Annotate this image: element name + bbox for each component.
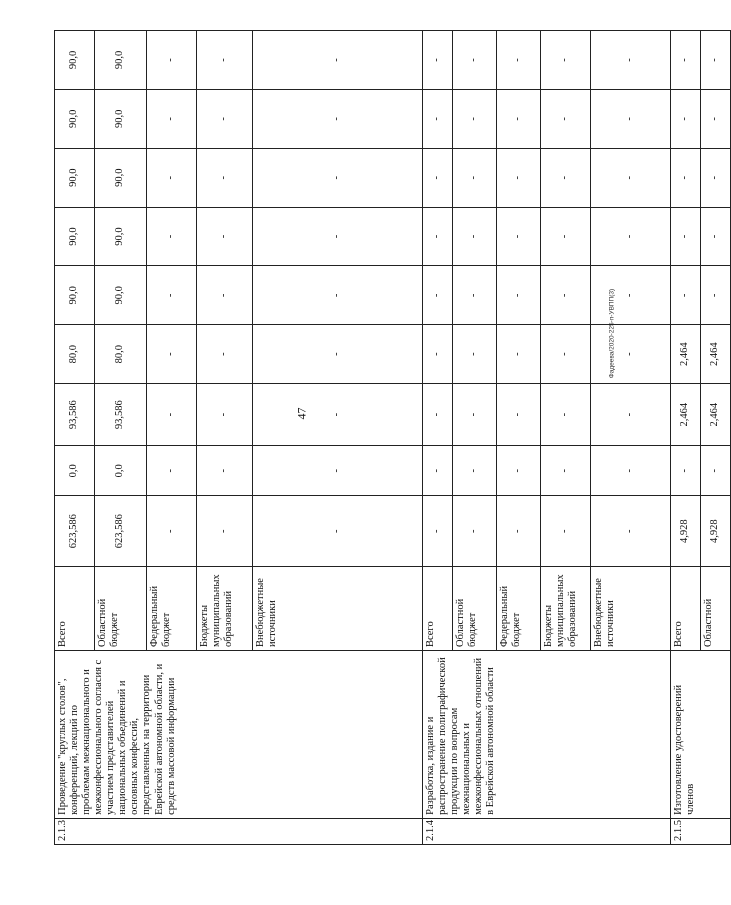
amount-cell: 80,0: [95, 325, 147, 384]
amount-cell: -: [197, 446, 253, 496]
amount-cell: -: [541, 446, 591, 496]
amount-cell: 90,0: [95, 31, 147, 90]
amount-cell: -: [253, 446, 423, 496]
item-name: Изготовление удостоверений членов: [671, 651, 731, 819]
amount-cell: 90,0: [55, 266, 95, 325]
amount-cell: -: [423, 496, 453, 567]
item-name: Проведение "круглых столов", конференций, лекций по проблемам межнационального и межконфессионального согласия с участием представителей национальных объединений и основных конфессий, представленных на территории Еврейской автономной области, и средств массовой информации: [55, 651, 423, 819]
amount-cell: -: [147, 207, 197, 266]
amount-cell: -: [497, 89, 541, 148]
amount-cell: -: [541, 496, 591, 567]
funding-source: Областной бюджет: [95, 567, 147, 651]
amount-cell: -: [591, 31, 671, 90]
funding-source: Областной: [701, 567, 731, 651]
funding-source: Областной бюджет: [453, 567, 497, 651]
amount-cell: -: [253, 496, 423, 567]
amount-cell: -: [147, 266, 197, 325]
amount-cell: -: [197, 325, 253, 384]
amount-cell: -: [541, 31, 591, 90]
amount-cell: -: [591, 384, 671, 446]
item-code: 2.1.4: [423, 818, 671, 844]
amount-cell: -: [423, 89, 453, 148]
amount-cell: -: [497, 496, 541, 567]
funding-source: Внебюджетные источники: [591, 567, 671, 651]
funding-source: Всего: [423, 567, 453, 651]
amount-cell: -: [671, 31, 701, 90]
item-name: Разработка, издание и распространение полиграфической продукции по вопросам межнациональных и межконфессиональных отношений в Еврейской автономной области: [423, 651, 671, 819]
amount-cell: -: [591, 446, 671, 496]
amount-cell: -: [497, 207, 541, 266]
funding-source: Бюджеты муниципальных образований: [541, 567, 591, 651]
amount-cell: 623,586: [55, 496, 95, 567]
amount-cell: 2,464: [701, 384, 731, 446]
amount-cell: -: [423, 266, 453, 325]
amount-cell: -: [197, 384, 253, 446]
amount-cell: -: [253, 266, 423, 325]
amount-cell: 90,0: [95, 89, 147, 148]
amount-cell: -: [591, 89, 671, 148]
page-number: 47: [294, 407, 309, 420]
table-row: [423, 31, 453, 845]
amount-cell: -: [147, 446, 197, 496]
amount-cell: -: [591, 148, 671, 207]
amount-cell: -: [423, 31, 453, 90]
amount-cell: 90,0: [55, 207, 95, 266]
amount-cell: -: [701, 31, 731, 90]
amount-cell: -: [453, 207, 497, 266]
amount-cell: -: [453, 384, 497, 446]
amount-cell: -: [423, 446, 453, 496]
amount-cell: -: [497, 266, 541, 325]
amount-cell: 93,586: [55, 384, 95, 446]
amount-cell: -: [197, 496, 253, 567]
funding-source: Федеральный бюджет: [497, 567, 541, 651]
amount-cell: -: [147, 31, 197, 90]
amount-cell: -: [671, 266, 701, 325]
amount-cell: 2,464: [671, 325, 701, 384]
amount-cell: -: [423, 207, 453, 266]
amount-cell: -: [197, 31, 253, 90]
amount-cell: -: [253, 31, 423, 90]
budget-table: [54, 30, 731, 845]
amount-cell: -: [497, 31, 541, 90]
amount-cell: 93,586: [95, 384, 147, 446]
amount-cell: -: [541, 266, 591, 325]
amount-cell: 0,0: [55, 446, 95, 496]
amount-cell: -: [253, 148, 423, 207]
amount-cell: -: [147, 496, 197, 567]
amount-cell: -: [453, 148, 497, 207]
amount-cell: -: [591, 207, 671, 266]
amount-cell: 4,928: [701, 496, 731, 567]
amount-cell: -: [497, 446, 541, 496]
amount-cell: 90,0: [55, 31, 95, 90]
amount-cell: -: [197, 266, 253, 325]
amount-cell: -: [701, 207, 731, 266]
amount-cell: 2,464: [701, 325, 731, 384]
amount-cell: -: [671, 207, 701, 266]
amount-cell: 90,0: [95, 148, 147, 207]
funding-source: Бюджеты муниципальных образований: [197, 567, 253, 651]
funding-source: Всего: [55, 567, 95, 651]
amount-cell: -: [253, 89, 423, 148]
table-row: [671, 31, 701, 845]
amount-cell: -: [453, 31, 497, 90]
amount-cell: -: [197, 89, 253, 148]
amount-cell: -: [147, 89, 197, 148]
amount-cell: 623,586: [95, 496, 147, 567]
footer-reference: Фадеева/2020-225-п-УВПП(3): [608, 288, 616, 379]
amount-cell: -: [453, 325, 497, 384]
funding-source: Всего: [671, 567, 701, 651]
amount-cell: -: [541, 325, 591, 384]
amount-cell: -: [423, 325, 453, 384]
amount-cell: 90,0: [55, 148, 95, 207]
amount-cell: -: [453, 89, 497, 148]
amount-cell: -: [197, 207, 253, 266]
amount-cell: -: [253, 325, 423, 384]
funding-source: Внебюджетные источники: [253, 567, 423, 651]
amount-cell: -: [541, 384, 591, 446]
amount-cell: -: [591, 496, 671, 567]
amount-cell: -: [671, 446, 701, 496]
amount-cell: -: [671, 89, 701, 148]
amount-cell: 2,464: [671, 384, 701, 446]
amount-cell: -: [253, 207, 423, 266]
amount-cell: -: [701, 148, 731, 207]
amount-cell: -: [497, 148, 541, 207]
amount-cell: -: [541, 148, 591, 207]
amount-cell: -: [671, 148, 701, 207]
funding-source: Федеральный бюджет: [147, 567, 197, 651]
amount-cell: -: [253, 384, 423, 446]
amount-cell: -: [541, 207, 591, 266]
amount-cell: 90,0: [95, 207, 147, 266]
amount-cell: -: [423, 148, 453, 207]
amount-cell: 80,0: [55, 325, 95, 384]
amount-cell: -: [453, 446, 497, 496]
amount-cell: 4,928: [671, 496, 701, 567]
amount-cell: -: [701, 89, 731, 148]
amount-cell: -: [591, 266, 671, 325]
amount-cell: 90,0: [55, 89, 95, 148]
amount-cell: -: [453, 266, 497, 325]
amount-cell: -: [453, 496, 497, 567]
amount-cell: 0,0: [95, 446, 147, 496]
item-code: 2.1.3: [55, 818, 423, 844]
amount-cell: -: [423, 384, 453, 446]
amount-cell: -: [591, 325, 671, 384]
amount-cell: 90,0: [95, 266, 147, 325]
amount-cell: -: [701, 446, 731, 496]
item-code: 2.1.5: [671, 818, 731, 844]
table-row: [55, 31, 95, 845]
amount-cell: -: [147, 148, 197, 207]
amount-cell: -: [701, 266, 731, 325]
amount-cell: -: [497, 384, 541, 446]
amount-cell: -: [147, 325, 197, 384]
amount-cell: -: [541, 89, 591, 148]
amount-cell: -: [197, 148, 253, 207]
amount-cell: -: [497, 325, 541, 384]
amount-cell: -: [147, 384, 197, 446]
